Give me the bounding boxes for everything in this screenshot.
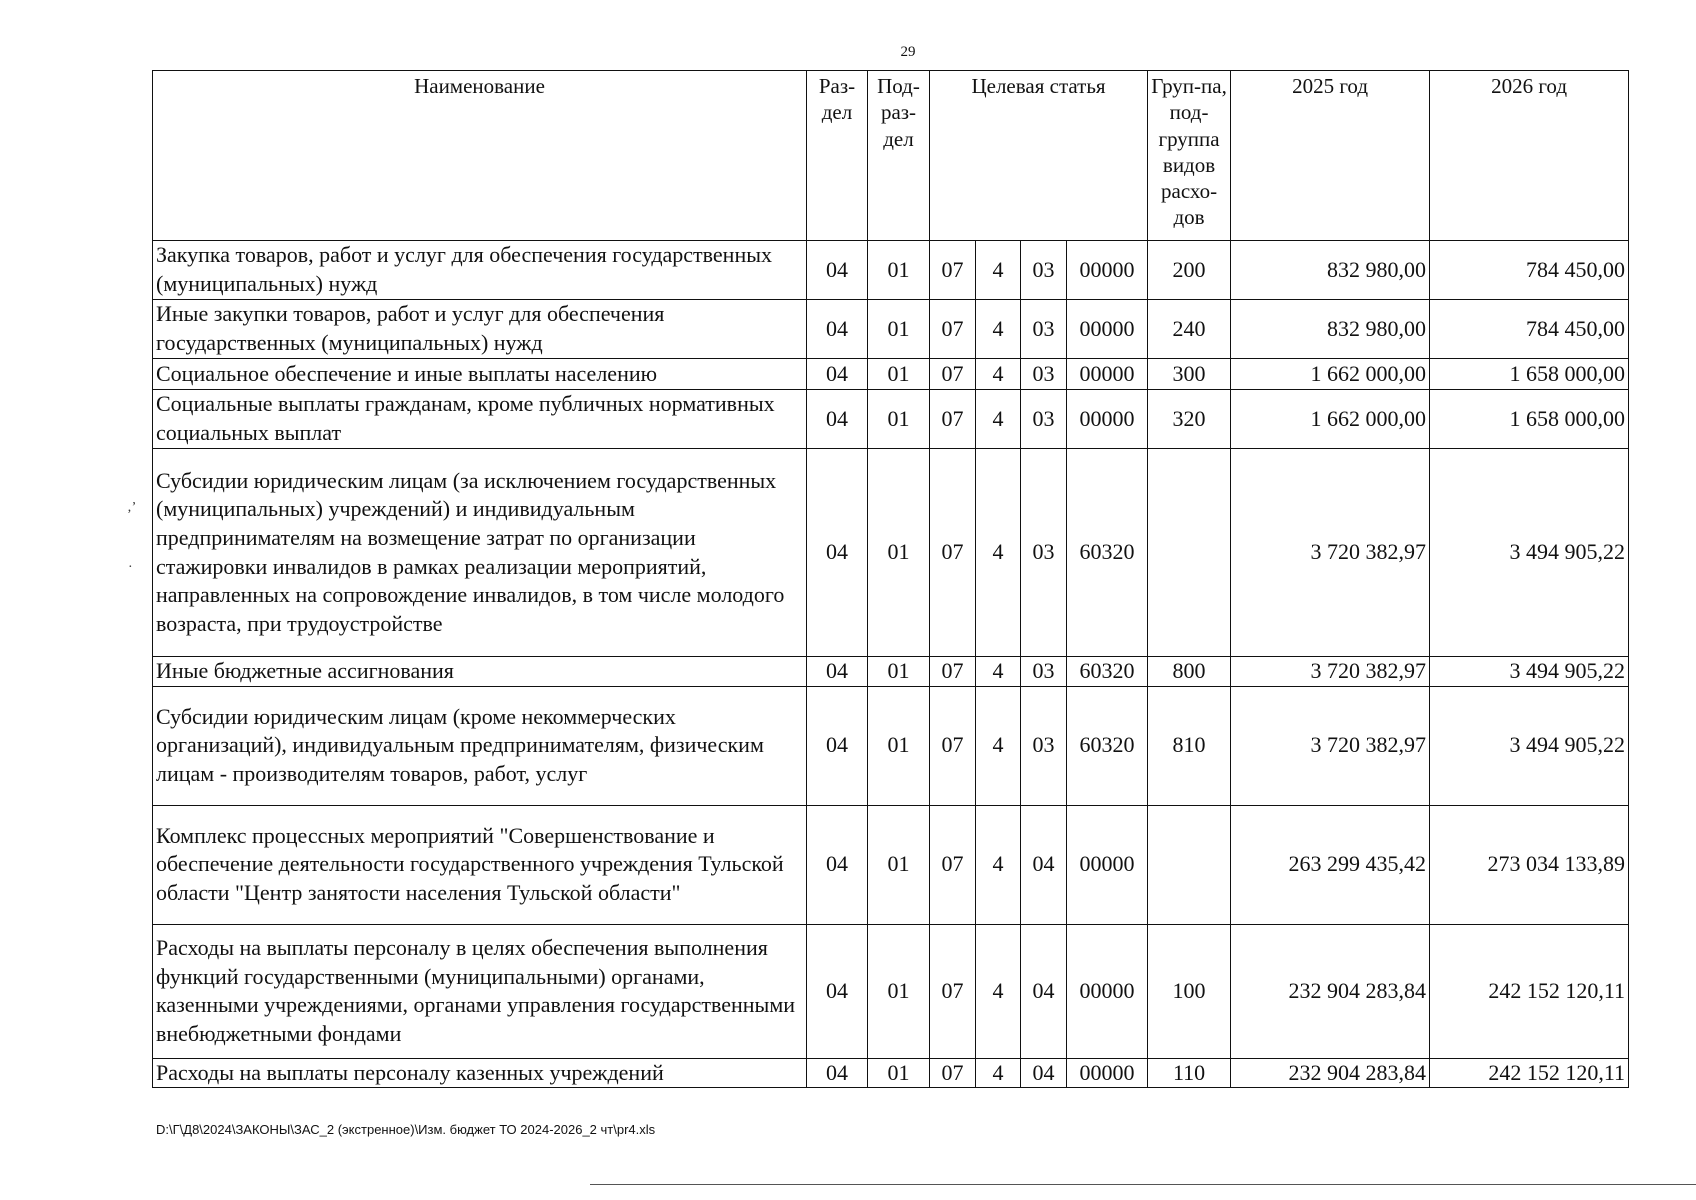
table-row	[153, 924, 1629, 1058]
row-name: Субсидии юридическим лицам (за исключением государственных (муниципальных) учреждений) и индивидуальным предпринимателям на возмещение затрат по организации стажировки инвалидов в рамках реализации мероприятий, направленных на сопровождение инвалидов, в том числе молодого возраста, при трудоустройстве	[153, 449, 807, 657]
row-amount-2026: 3 494 905,22	[1430, 449, 1629, 657]
row-razdel: 04	[807, 924, 868, 1058]
row-razdel: 04	[807, 686, 868, 805]
row-gruppa: 110	[1148, 1058, 1231, 1088]
header-2026: 2026 год	[1430, 71, 1629, 241]
table-row	[153, 449, 1629, 657]
row-celevaya-2: 4	[976, 241, 1021, 300]
row-celevaya-4: 00000	[1067, 390, 1148, 449]
row-razdel: 04	[807, 390, 868, 449]
row-amount-2026: 273 034 133,89	[1430, 805, 1629, 924]
row-amount-2025: 3 720 382,97	[1231, 449, 1430, 657]
page-number: 29	[900, 44, 916, 60]
row-gruppa: 300	[1148, 359, 1231, 390]
row-celevaya-4: 00000	[1067, 1058, 1148, 1088]
row-amount-2025: 832 980,00	[1231, 241, 1430, 300]
row-celevaya-3: 04	[1021, 1058, 1067, 1088]
row-amount-2026: 1 658 000,00	[1430, 390, 1629, 449]
row-amount-2026: 242 152 120,11	[1430, 924, 1629, 1058]
row-celevaya-3: 04	[1021, 924, 1067, 1058]
table-row	[153, 657, 1629, 687]
table-row	[153, 241, 1629, 300]
row-celevaya-1: 07	[930, 300, 976, 359]
row-gruppa: 200	[1148, 241, 1231, 300]
header-row	[153, 71, 1629, 241]
row-podrazdel: 01	[868, 300, 930, 359]
row-amount-2025: 1 662 000,00	[1231, 359, 1430, 390]
row-name: Социальные выплаты гражданам, кроме публичных нормативных социальных выплат	[153, 390, 807, 449]
row-name: Комплекс процессных мероприятий "Совершенствование и обеспечение деятельности государственного учреждения Тульской области "Центр занятости населения Тульской области"	[153, 805, 807, 924]
file-path: D:\Г\Д8\2024\ЗАКОНЫ\ЗАС_2 (экстренное)\Изм. бюджет ТО 2024-2026_2 чт\pr4.xls	[156, 1122, 656, 1137]
row-celevaya-4: 00000	[1067, 241, 1148, 300]
row-celevaya-4: 60320	[1067, 657, 1148, 687]
row-razdel: 04	[807, 805, 868, 924]
row-celevaya-2: 4	[976, 359, 1021, 390]
row-razdel: 04	[807, 300, 868, 359]
row-razdel: 04	[807, 449, 868, 657]
table-row	[153, 805, 1629, 924]
row-celevaya-3: 03	[1021, 241, 1067, 300]
row-celevaya-3: 03	[1021, 686, 1067, 805]
budget-table	[152, 70, 1629, 1088]
row-razdel: 04	[807, 657, 868, 687]
row-celevaya-2: 4	[976, 1058, 1021, 1088]
row-amount-2026: 3 494 905,22	[1430, 686, 1629, 805]
row-gruppa: 240	[1148, 300, 1231, 359]
row-celevaya-3: 03	[1021, 390, 1067, 449]
divider	[590, 1184, 1696, 1185]
row-amount-2025: 1 662 000,00	[1231, 390, 1430, 449]
row-gruppa: 100	[1148, 924, 1231, 1058]
row-gruppa: 810	[1148, 686, 1231, 805]
row-celevaya-4: 00000	[1067, 924, 1148, 1058]
row-razdel: 04	[807, 359, 868, 390]
row-amount-2025: 3 720 382,97	[1231, 686, 1430, 805]
row-gruppa	[1148, 805, 1231, 924]
row-podrazdel: 01	[868, 686, 930, 805]
row-gruppa: 320	[1148, 390, 1231, 449]
row-celevaya-1: 07	[930, 657, 976, 687]
row-celevaya-1: 07	[930, 1058, 976, 1088]
row-name: Иные закупки товаров, работ и услуг для обеспечения государственных (муниципальных) нужд	[153, 300, 807, 359]
margin-mark: ·	[128, 560, 133, 575]
row-podrazdel: 01	[868, 449, 930, 657]
header-2025: 2025 год	[1231, 71, 1430, 241]
header-celevaya-statya: Целевая статья	[930, 71, 1148, 241]
table-row	[153, 300, 1629, 359]
row-celevaya-2: 4	[976, 390, 1021, 449]
row-podrazdel: 01	[868, 924, 930, 1058]
row-celevaya-2: 4	[976, 657, 1021, 687]
row-celevaya-1: 07	[930, 449, 976, 657]
header-gruppa: Груп-па, под-группа видов расхо-дов	[1148, 71, 1231, 241]
row-celevaya-1: 07	[930, 924, 976, 1058]
row-amount-2026: 784 450,00	[1430, 241, 1629, 300]
row-gruppa: 800	[1148, 657, 1231, 687]
table-row	[153, 1058, 1629, 1088]
row-celevaya-2: 4	[976, 924, 1021, 1058]
row-celevaya-4: 00000	[1067, 359, 1148, 390]
header-razdel: Раз-дел	[807, 71, 868, 241]
row-celevaya-3: 03	[1021, 657, 1067, 687]
row-celevaya-1: 07	[930, 686, 976, 805]
row-amount-2025: 232 904 283,84	[1231, 924, 1430, 1058]
table-row	[153, 390, 1629, 449]
row-amount-2025: 232 904 283,84	[1231, 1058, 1430, 1088]
row-name: Иные бюджетные ассигнования	[153, 657, 807, 687]
row-amount-2025: 263 299 435,42	[1231, 805, 1430, 924]
row-amount-2026: 1 658 000,00	[1430, 359, 1629, 390]
row-celevaya-3: 04	[1021, 805, 1067, 924]
row-name: Субсидии юридическим лицам (кроме некоммерческих организаций), индивидуальным предпринимателям, физическим лицам - производителям товаров, работ, услуг	[153, 686, 807, 805]
row-podrazdel: 01	[868, 390, 930, 449]
row-podrazdel: 01	[868, 805, 930, 924]
row-name: Социальное обеспечение и иные выплаты населению	[153, 359, 807, 390]
row-celevaya-2: 4	[976, 449, 1021, 657]
row-celevaya-3: 03	[1021, 359, 1067, 390]
row-amount-2025: 832 980,00	[1231, 300, 1430, 359]
row-podrazdel: 01	[868, 359, 930, 390]
row-celevaya-2: 4	[976, 300, 1021, 359]
row-name: Закупка товаров, работ и услуг для обеспечения государственных (муниципальных) нужд	[153, 241, 807, 300]
row-podrazdel: 01	[868, 1058, 930, 1088]
row-celevaya-1: 07	[930, 359, 976, 390]
row-celevaya-4: 60320	[1067, 449, 1148, 657]
header-podrazdel: Под-раз-дел	[868, 71, 930, 241]
row-celevaya-2: 4	[976, 805, 1021, 924]
row-celevaya-1: 07	[930, 390, 976, 449]
table-row	[153, 686, 1629, 805]
row-razdel: 04	[807, 241, 868, 300]
header-name: Наименование	[153, 71, 807, 241]
row-name: Расходы на выплаты персоналу казенных учреждений	[153, 1058, 807, 1088]
row-razdel: 04	[807, 1058, 868, 1088]
table-row	[153, 359, 1629, 390]
row-amount-2026: 242 152 120,11	[1430, 1058, 1629, 1088]
row-podrazdel: 01	[868, 657, 930, 687]
row-gruppa	[1148, 449, 1231, 657]
margin-mark: ‚ʼ	[127, 500, 137, 515]
row-celevaya-4: 00000	[1067, 805, 1148, 924]
row-celevaya-1: 07	[930, 241, 976, 300]
row-celevaya-4: 60320	[1067, 686, 1148, 805]
row-name: Расходы на выплаты персоналу в целях обеспечения выполнения функций государственными (муниципальными) органами, казенными учреждениями, органами управления государственными внебюджетными фондами	[153, 924, 807, 1058]
row-celevaya-3: 03	[1021, 300, 1067, 359]
row-amount-2025: 3 720 382,97	[1231, 657, 1430, 687]
row-celevaya-1: 07	[930, 805, 976, 924]
row-celevaya-4: 00000	[1067, 300, 1148, 359]
row-amount-2026: 784 450,00	[1430, 300, 1629, 359]
row-podrazdel: 01	[868, 241, 930, 300]
row-amount-2026: 3 494 905,22	[1430, 657, 1629, 687]
row-celevaya-3: 03	[1021, 449, 1067, 657]
row-celevaya-2: 4	[976, 686, 1021, 805]
